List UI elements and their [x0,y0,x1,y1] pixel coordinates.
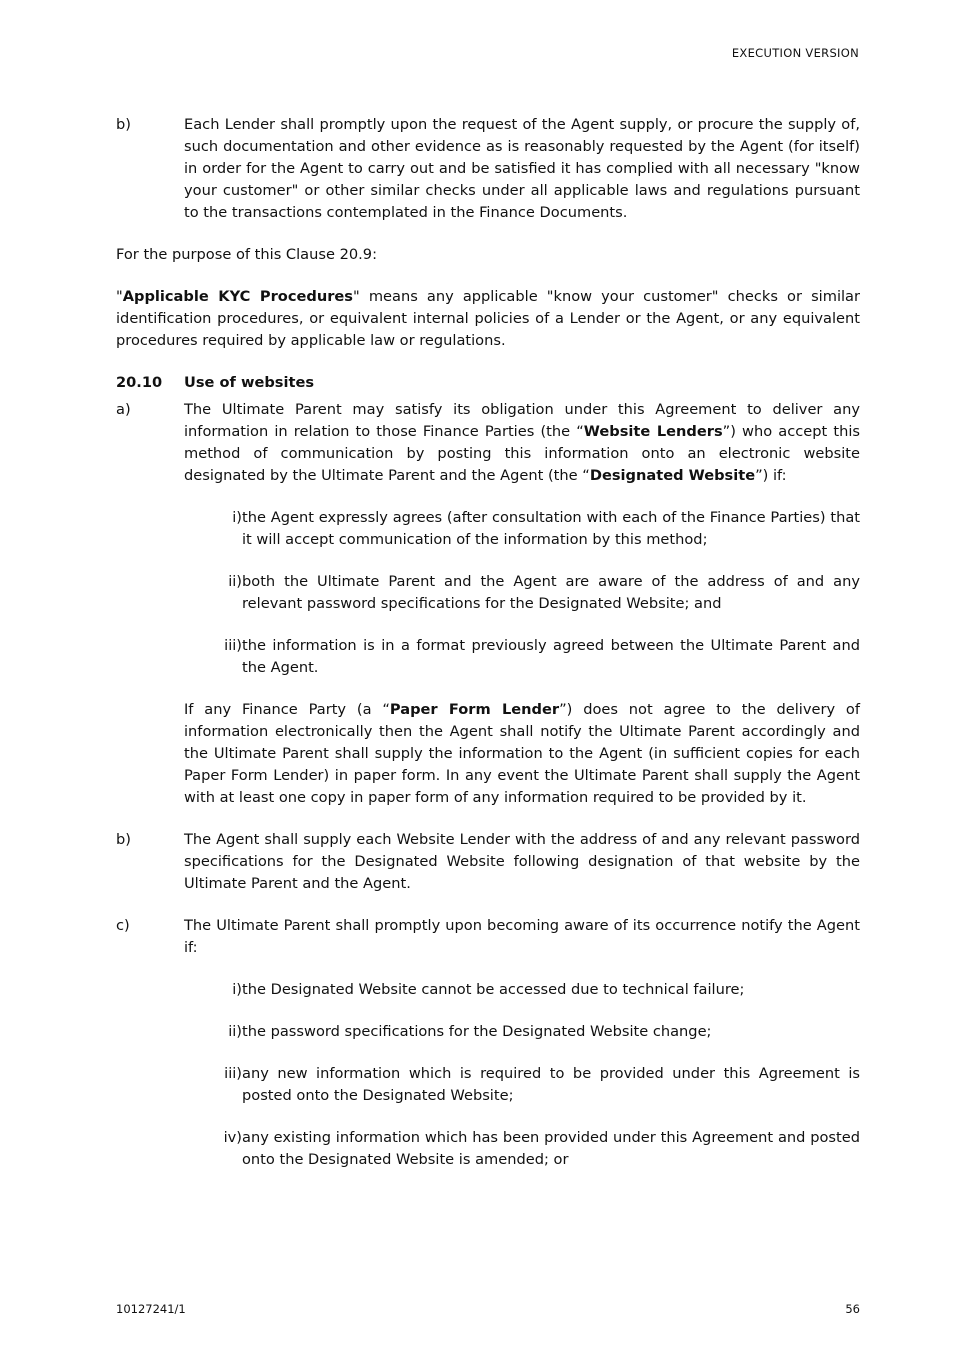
list-item [184,571,860,615]
list-item [184,1063,860,1107]
defined-term: Applicable KYC Procedures [122,288,353,305]
item-text: both the Ultimate Parent and the Agent are aware of the address of and any relevant password specifications for the Designated Website; and [242,573,860,612]
defined-term: Website Lenders [583,423,723,440]
page-footer [116,1302,860,1316]
document-id: 10127241/1 [116,1302,186,1316]
item-label: iii) [224,1065,242,1082]
kyc-definition: "Applicable KYC Procedures" means any applicable "know your customer" checks or similar identification procedures, or equivalent internal policies of a Lender or the Agent, or any equivalent procedures required by applicable law or regulations. [116,288,860,349]
clause-text: The Ultimate Parent shall promptly upon becoming aware of its occurrence notify the Agent if: [184,917,860,956]
list-item [184,979,860,1001]
paper-form-paragraph: If any Finance Party (a “Paper Form Lender”) does not agree to the delivery of information electronically then the Agent shall notify the Ultimate Parent accordingly and the Ultimate Parent shall supply the information to the Agent (in sufficient copies for each Paper Form Lender) in paper form. In any event the Ultimate Parent shall supply the Agent with at least one copy in paper form of any information required to be provided by it. [184,701,860,806]
item-label: ii) [228,1023,242,1040]
section-title: Use of websites [184,374,315,391]
clause-label: b) [116,116,131,133]
section-heading [116,372,860,394]
clause-text: Each Lender shall promptly upon the request of the Agent supply, or procure the supply of, such documentation and other evidence as is reasonably requested by the Agent (for itself) in order for the Agent to carry out and be satisfied it has complied with all necessary "know your customer" or other similar checks under all applicable laws and regulations pursuant to the transactions contemplated in the Finance Documents. [184,116,860,221]
list-item [184,635,860,679]
list-item [184,507,860,551]
clause-a [116,399,860,487]
document-body [116,114,860,1171]
document-version-header: EXECUTION VERSION [731,46,859,60]
item-label: iv) [223,1129,242,1146]
clause-text: The Ultimate Parent may satisfy its obligation under this Agreement to deliver any information in relation to those Finance Parties (the “Website Lenders”) who accept this method of communication by posting this information onto an electronic website designated by the Ultimate Parent and the Agent (the “Designated Website”) if: [184,401,860,484]
clause-label: c) [116,917,130,934]
item-text: the password specifications for the Designated Website change; [242,1023,712,1040]
section-number: 20.10 [116,374,163,391]
item-text: any new information which is required to be provided under this Agreement is posted onto the Designated Website; [242,1065,860,1104]
item-text: any existing information which has been provided under this Agreement and posted onto the Designated Website is amended; or [242,1129,860,1168]
list-item [184,1127,860,1171]
clause-b [116,829,860,895]
item-label: ii) [228,573,242,590]
purpose-statement: For the purpose of this Clause 20.9: [116,246,377,263]
list-item [184,1021,860,1043]
clause-b-previous [116,114,860,224]
defined-term: Paper Form Lender [389,701,560,718]
item-label: i) [232,509,242,526]
item-label: iii) [224,637,242,654]
item-text: the Agent expressly agrees (after consultation with each of the Finance Parties) that it will accept communication of the information by this method; [242,509,860,548]
clause-c [116,915,860,959]
item-text: the Designated Website cannot be accessed due to technical failure; [242,981,745,998]
clause-text: The Agent shall supply each Website Lender with the address of and any relevant password specifications for the Designated Website following designation of that website by the Ultimate Parent and the Agent. [184,831,860,892]
defined-term: Designated Website [589,467,756,484]
clause-label: a) [116,401,131,418]
item-label: i) [232,981,242,998]
item-text: the information is in a format previously agreed between the Ultimate Parent and the Agent. [242,637,860,676]
clause-label: b) [116,831,131,848]
page-number: 56 [845,1302,860,1316]
